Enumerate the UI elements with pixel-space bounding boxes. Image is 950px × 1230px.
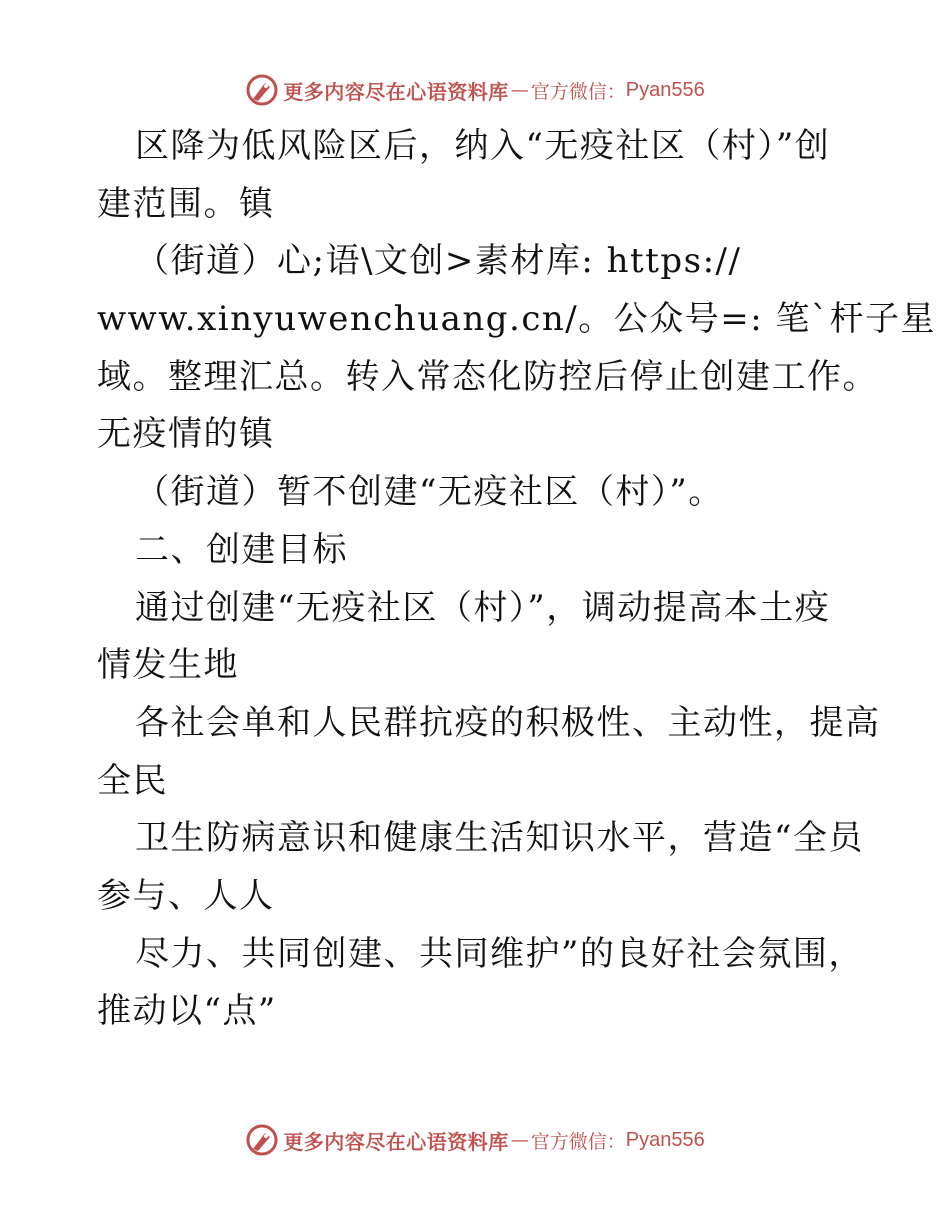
official-label: 官方微信： [530, 80, 626, 103]
text-line: 全民 [97, 760, 168, 801]
text-line: 建范围。镇 [97, 183, 275, 224]
text-line: 卫生防病意识和健康生活知识水平，营造“全员 [135, 818, 864, 859]
banner-dash: — [510, 79, 529, 101]
text-line: 域。整理汇总。转入常态化防控后停止创建工作。 [97, 356, 878, 397]
pen-nib-logo-icon [245, 73, 279, 107]
text-line: 无疫情的镇 [97, 414, 275, 455]
banner-text: 更多内容尽在心语资料库 [283, 1129, 509, 1154]
text-line: （街道）暂不创建“无疫社区（村）”。 [135, 472, 724, 513]
text-line: 区降为低风险区后，纳入“无疫社区（村）”创 [135, 126, 831, 166]
official-label: 官方微信： [530, 1130, 626, 1153]
document-body [97, 118, 936, 1041]
text-line: 参与、人人 [97, 875, 275, 916]
header-banner [0, 70, 950, 110]
text-line: 通过创建“无疫社区（村）”，调动提高本土疫 [135, 587, 831, 628]
banner-dash: — [510, 1129, 529, 1151]
footer-banner [0, 1120, 950, 1160]
wechat-id: Pyan556 [625, 78, 705, 101]
wechat-id: Pyan556 [625, 1128, 705, 1151]
text-line: 情发生地 [97, 645, 239, 686]
text-line: 推动以“点” [97, 991, 277, 1032]
text-line: 尽力、共同创建、共同维护”的良好社会氛围， [135, 933, 864, 974]
text-line: 各社会单和人民群抗疫的积极性、主动性，提高 [135, 702, 881, 743]
text-line: （街道）心;语\文创>素材库: https:// [135, 241, 742, 282]
section-heading: 二、创建目标 [135, 529, 348, 570]
banner-text: 更多内容尽在心语资料库 [283, 79, 509, 104]
text-line: www.xinyuwenchuang.cn/。公众号=: 笔`杆子星 [97, 299, 936, 340]
pen-nib-logo-icon [245, 1123, 279, 1157]
